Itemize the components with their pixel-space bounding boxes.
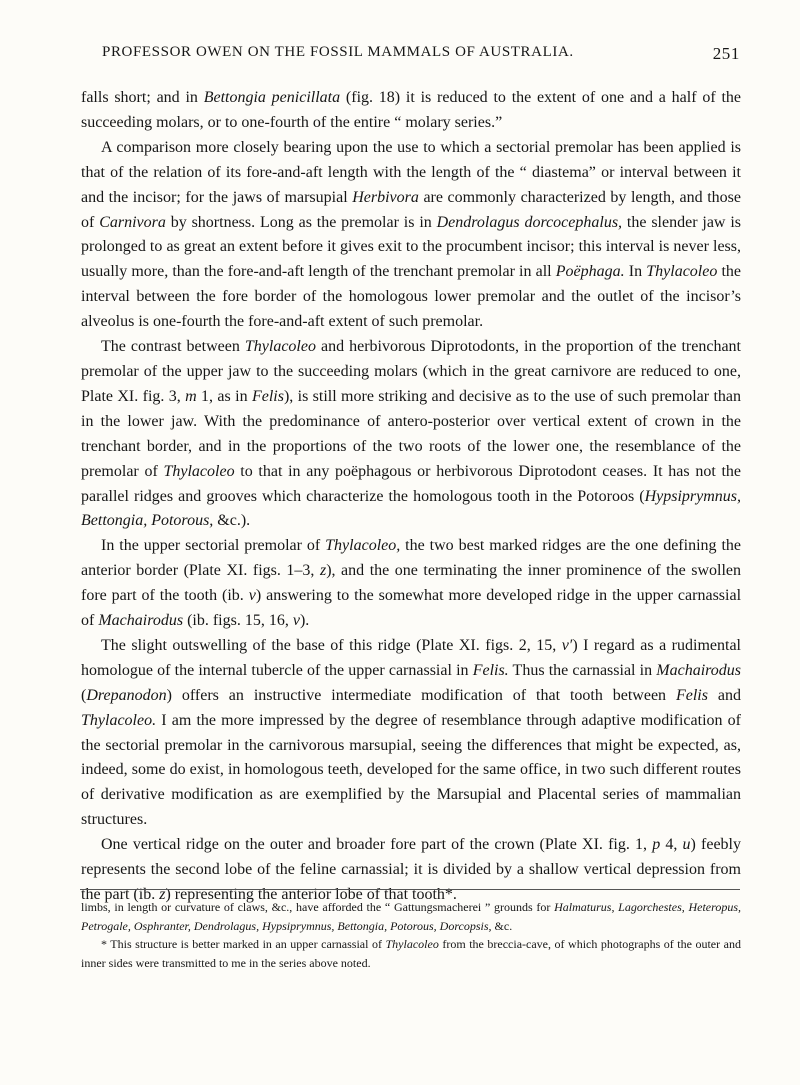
text-run: ), is still more striking and decisive as to the use of such premolar than in the lower jaw. With the predominance of antero-posterior over vertical extent of crown in the trenchant border, and in the proportions of the two roots of the lower one, the resemblance of the premolar of — [81, 387, 741, 480]
text-run: The contrast between — [101, 338, 245, 356]
footnote — [81, 898, 741, 935]
italic-run: Felis — [675, 686, 708, 704]
text-run: In the upper sectorial premolar of — [101, 537, 326, 555]
italic-run: Machairodus — [98, 612, 184, 630]
page-number: 251 — [712, 44, 740, 63]
text-run: ( — [81, 686, 87, 704]
text-run: to that in any poëphagous or herbivorous Diprotodont ceases. It has not the parallel ridges and grooves which characterize the homologous tooth in the Potoroos ( — [81, 462, 742, 505]
running-head-title: PROFESSOR OWEN ON THE FOSSIL MAMMALS OF AUSTRALIA. — [102, 44, 574, 60]
text-run: 4, — [660, 836, 683, 854]
italic-run: Machairodus — [656, 661, 742, 679]
paragraph — [81, 833, 741, 908]
text-run: the interval between the fore border of the homologous lower premolar and the outlet of the incisor’s alveolus is one-fourth the fore-and-aft extent of such premolar. — [81, 263, 742, 331]
italic-run: v′ — [561, 636, 573, 654]
italic-run: m — [185, 387, 197, 405]
italic-run: u — [682, 836, 691, 854]
text-run: and herbivorous Diprotodonts, in the proportion of the trenchant premolar of the upper jaw to the succeeding molars (which in the great carnivore are reduced to one, Plate XI. fig. 3, — [81, 338, 741, 405]
italic-run: Hypsiprymnus, Bettongia, Potorous, — [81, 487, 741, 530]
italic-run: Thylacoleo — [385, 937, 439, 952]
text-run: Thus the carnassial in — [508, 661, 657, 679]
text-run: (fig. 18) it is reduced to the extent of one and a half of the succeeding molars, or to one-fourth of the entire “ molary series.” — [81, 89, 742, 131]
text-run: ) offers an instructive intermediate modification of that tooth between — [166, 686, 676, 704]
text-run: The slight outswelling of the base of this ridge (Plate XI. figs. 2, 15, — [101, 636, 562, 654]
text-run: falls short; and in — [81, 89, 204, 106]
italic-run: Carnivora — [99, 213, 166, 231]
text-run: ). — [299, 612, 310, 630]
text-run: the slender jaw is prolonged to as great an extent before it gives exit to the procumbent incisor; this interval is never less, usually more, than the fore-and-aft length of the trenchant premolar in all — [81, 213, 742, 281]
paragraph — [81, 534, 741, 634]
text-run: are commonly characterized by length, and those of — [81, 188, 742, 231]
footnotes — [81, 898, 741, 972]
italic-run: z — [159, 886, 166, 903]
italic-run: z — [319, 562, 327, 580]
text-run: ) representing the anterior lobe of that tooth*. — [165, 886, 457, 903]
body-text — [81, 86, 741, 908]
italic-run: Drepanodon — [86, 686, 167, 704]
italic-run: Felis. — [472, 661, 509, 679]
text-run: ) answering to the somewhat more developed ridge in the upper carnassial of — [81, 587, 742, 630]
italic-run: Bettongia penicillata — [203, 89, 341, 106]
text-run: 1, as in — [196, 387, 252, 405]
paragraph — [81, 86, 741, 136]
italic-run: Poëphaga. — [555, 263, 625, 281]
text-run: &c.). — [213, 512, 251, 530]
text-run: I am the more impressed by the degree of resemblance through adaptive modification of the sectorial premolar in the carnivorous marsupial, seeing the differences that might be expected, as, indeed, some do exist, in homologous teeth, developed for the same office, in two such different routes of derivative modification as are exemplified by the Marsupial and Placental series of mammalian structures. — [81, 711, 741, 829]
italic-run: Felis — [251, 387, 284, 405]
text-run: &c. — [491, 918, 513, 933]
italic-run: Halmaturus, Lagorchestes, Heteropus, Petrogale, Osphranter, Dendrolagus, Hypsiprymnus, Bettongia, Potorous, Dorcopsis, — [81, 900, 741, 933]
italic-run: Thylacoleo — [163, 462, 235, 480]
italic-run: Thylacoleo — [244, 338, 316, 356]
running-head — [80, 44, 740, 68]
text-run: ) I regard as a rudimental homologue of the internal tubercle of the upper carnassial in — [81, 636, 741, 679]
italic-run: Thylacoleo — [646, 263, 718, 281]
paragraph — [81, 136, 741, 335]
text-run: * This structure is better marked in an upper carnassial of — [101, 937, 386, 952]
footnote-rule — [80, 889, 740, 890]
italic-run: Dendrolagus dorcocephalus, — [436, 213, 623, 231]
text-run: ) feebly represents the second lobe of the feline carnassial; it is divided by a shallow vertical depression from the part (ib. — [81, 836, 742, 903]
italic-run: v — [248, 587, 256, 605]
text-run: In — [624, 263, 647, 281]
italic-run: v — [292, 612, 300, 630]
paragraph — [81, 335, 741, 534]
text-run: ), and the one terminating the inner prominence of the swollen fore part of the tooth (ib. — [81, 562, 741, 605]
text-run: A comparison more closely bearing upon the use to which a sectorial premolar has been applied is that of the relation of its fore-and-aft length with the length of the “ diastema” or interval between it and the incisor; for the jaws of marsupial — [81, 138, 741, 206]
text-run: (ib. figs. 15, 16, — [183, 612, 293, 630]
footnote — [81, 935, 741, 972]
text-run: and — [707, 686, 741, 704]
text-run: the two best marked ridges are the one defining the anterior border (Plate XI. figs. 1–3, — [81, 537, 741, 580]
text-run: limbs, in length or curvature of claws, &c., have afforded the “ Gattungsmacherei ” grounds for — [81, 900, 555, 914]
text-run: One vertical ridge on the outer and broader fore part of the crown (Plate XI. fig. 1, — [101, 836, 653, 854]
italic-run: Herbivora — [352, 188, 419, 206]
italic-run: p — [652, 836, 661, 854]
paragraph — [81, 634, 741, 833]
text-run: by shortness. Long as the premolar is in — [165, 213, 437, 231]
text-run: from the breccia-cave, of which photographs of the outer and inner sides were transmitted to me in the series above noted. — [81, 937, 741, 970]
italic-run: Thylacoleo, — [325, 537, 401, 555]
italic-run: Thylacoleo. — [81, 711, 157, 729]
